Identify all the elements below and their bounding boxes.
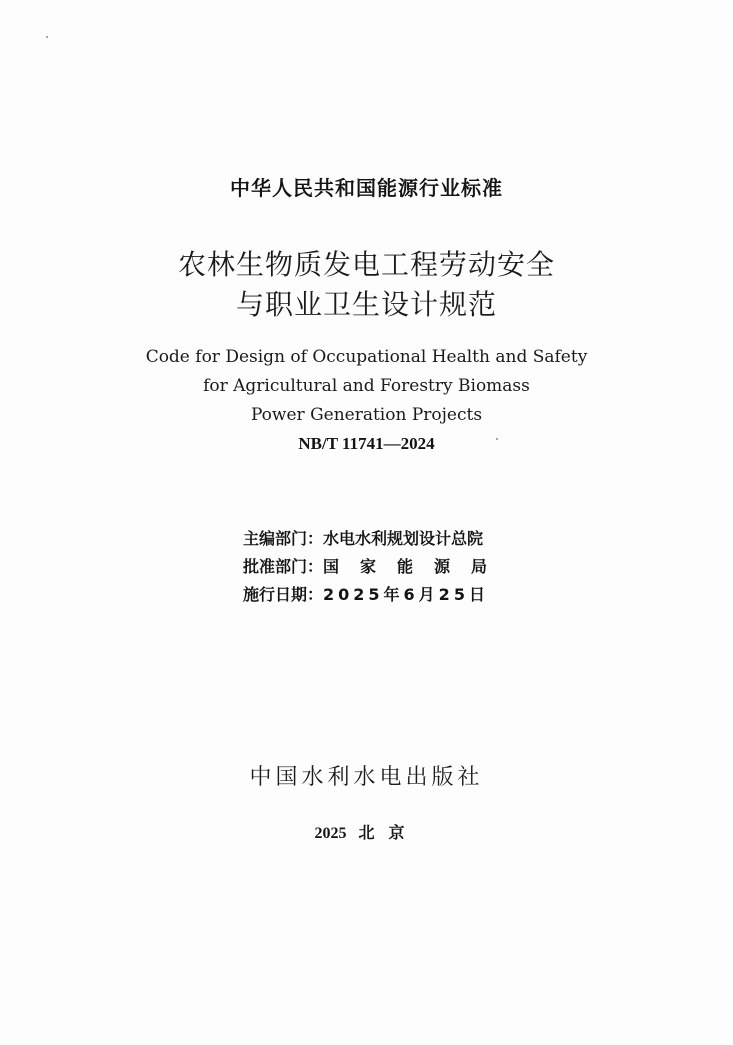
approver-value: 国家能源局 [323, 557, 509, 576]
english-title-line-1: Code for Design of Occupational Health and Safety [145, 347, 588, 367]
scan-speck [46, 36, 48, 38]
effective-date-row [243, 582, 489, 605]
editor-label: 主编部门： [243, 529, 324, 548]
effective-date-value: 2025年6月25日 [323, 585, 489, 604]
approver-label: 批准部门： [243, 557, 324, 576]
publication-year: 2025 [314, 825, 347, 842]
effective-date-label: 施行日期： [243, 585, 324, 604]
standard-series-heading: 中华人民共和国能源行业标准 [230, 176, 503, 200]
chinese-title-line-2: 与职业卫生设计规范 [235, 288, 497, 321]
chinese-title-line-1: 农林生物质发电工程劳动安全 [177, 248, 555, 281]
editor-row [243, 526, 483, 549]
approver-row [243, 554, 508, 577]
publication-place [0, 820, 733, 843]
english-title-line-3: Power Generation Projects [250, 405, 483, 425]
publisher-name: 中国水利水电出版社 [249, 765, 484, 790]
standard-code: NB/T 11741—2024 [298, 434, 435, 453]
english-title-line-2: for Agricultural and Forestry Biomass [203, 376, 530, 396]
editor-value: 水电水利规划设计总院 [323, 529, 484, 548]
publication-city: 北京 [358, 825, 419, 842]
